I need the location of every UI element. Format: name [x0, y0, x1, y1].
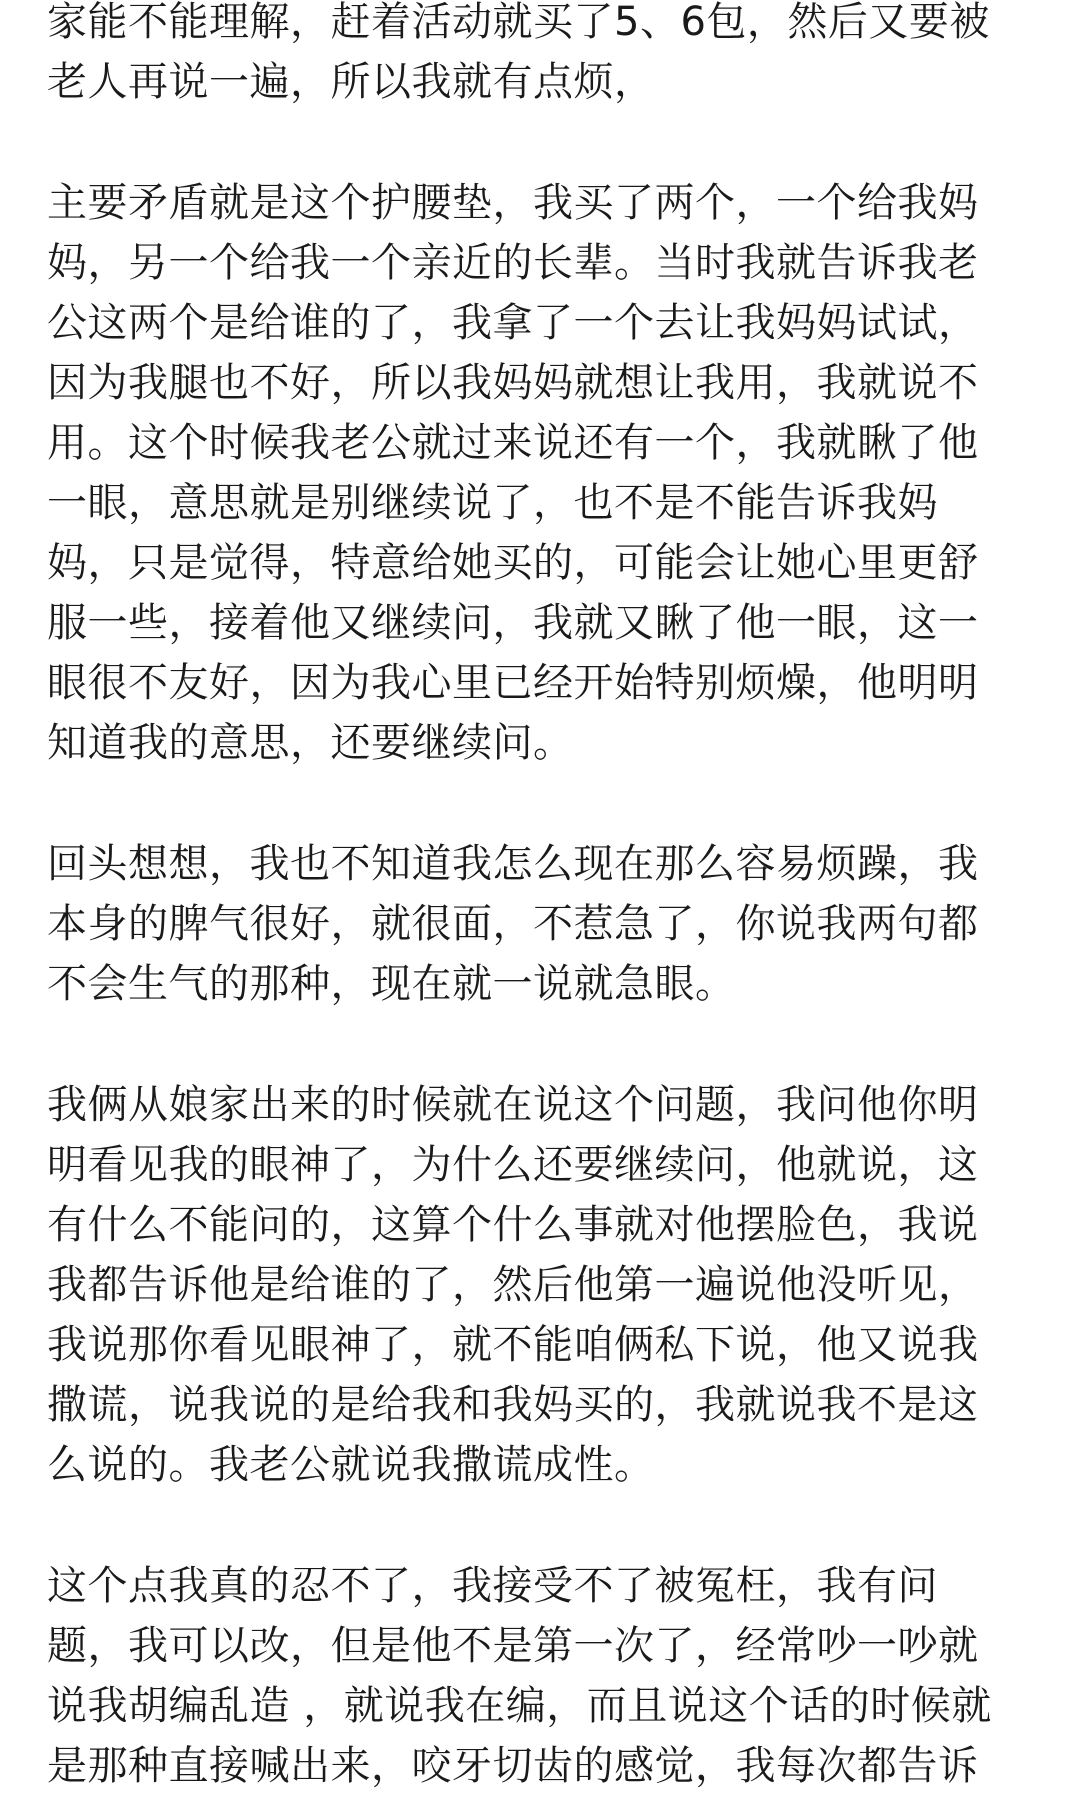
text-line: 服一些，接着他又继续问，我就又瞅了他一眼，这一 [47, 600, 979, 646]
text-line: 这个点我真的忍不了，我接受不了被冤枉，我有问 [47, 1563, 938, 1609]
article-text [47, 0, 1027, 1796]
text-line: 眼很不友好，因为我心里已经开始特别烦燥，他明明 [47, 660, 979, 706]
paragraph-1 [47, 0, 1027, 112]
text-line: 妈，只是觉得，特意给她买的，可能会让她心里更舒 [47, 540, 979, 586]
text-line: 一眼，意思就是别继续说了，也不是不能告诉我妈 [47, 480, 938, 526]
paragraph-5 [47, 1556, 1027, 1796]
text-line: 用。这个时候我老公就过来说还有一个，我就瞅了他 [47, 420, 979, 466]
paragraph-4 [47, 1075, 1027, 1495]
text-line: 撒谎，说我说的是给我和我妈买的，我就说我不是这 [47, 1382, 979, 1428]
text-line: 妈，另一个给我一个亲近的长辈。当时我就告诉我老 [47, 240, 979, 286]
text-line: 我都告诉他是给谁的了，然后他第一遍说他没听见， [47, 1262, 979, 1308]
text-line: 老人再说一遍，所以我就有点烦， [47, 59, 655, 105]
text-line: 么说的。我老公就说我撒谎成性。 [47, 1442, 655, 1488]
text-line: 不会生气的那种，现在就一说就急眼。 [47, 961, 736, 1007]
text-line: 因为我腿也不好，所以我妈妈就想让我用，我就说不 [47, 360, 979, 406]
text-line: 题，我可以改，但是他不是第一次了，经常吵一吵就 [47, 1623, 979, 1669]
text-line: 主要矛盾就是这个护腰垫，我买了两个，一个给我妈 [47, 180, 979, 226]
text-line: 明看见我的眼神了，为什么还要继续问，他就说，这 [47, 1142, 979, 1188]
text-line: 知道我的意思，还要继续问。 [47, 720, 574, 766]
paragraph-2 [47, 173, 1027, 773]
text-line: 回头想想，我也不知道我怎么现在那么容易烦躁，我 [47, 841, 979, 887]
paragraph-3 [47, 834, 1027, 1014]
text-line: 我俩从娘家出来的时候就在说这个问题，我问他你明 [47, 1082, 979, 1128]
text-line: 本身的脾气很好，就很面，不惹急了，你说我两句都 [47, 901, 979, 947]
text-line: 有什么不能问的，这算个什么事就对他摆脸色，我说 [47, 1202, 979, 1248]
text-line: 我说那你看见眼神了，就不能咱俩私下说，他又说我 [47, 1322, 979, 1368]
text-line: 说我胡编乱造 ，就说我在编，而且说这个话的时候就 [47, 1683, 992, 1729]
text-line: 是那种直接喊出来，咬牙切齿的感觉，我每次都告诉 [47, 1743, 979, 1789]
text-line: 公这两个是给谁的了，我拿了一个去让我妈妈试试， [47, 300, 979, 346]
text-line: 家能不能理解，赶着活动就买了5、6包，然后又要被 [47, 0, 990, 45]
